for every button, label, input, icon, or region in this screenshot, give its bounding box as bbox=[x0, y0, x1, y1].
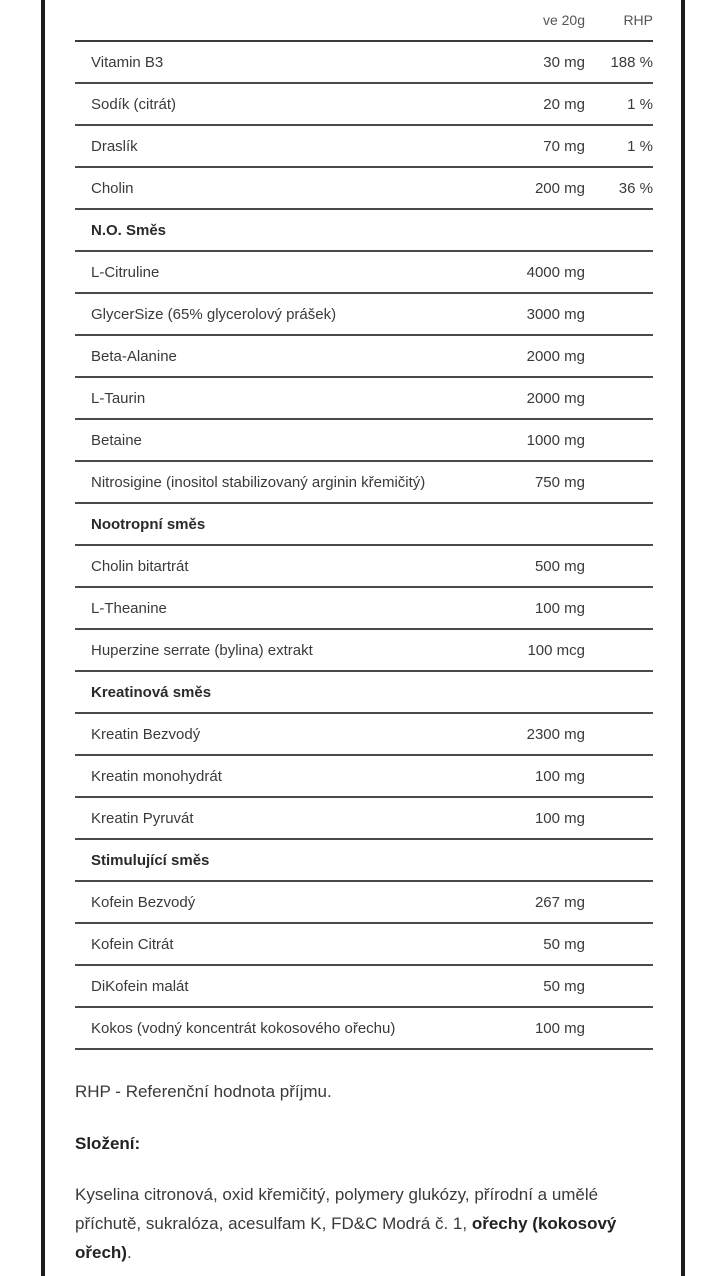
ingredient-rhp: 188 % bbox=[585, 41, 653, 83]
ingredient-amount: 100 mg bbox=[475, 797, 585, 839]
ingredient-name: Kreatin Pyruvát bbox=[75, 797, 475, 839]
ingredient-rhp bbox=[585, 587, 653, 629]
ingredient-rhp bbox=[585, 209, 653, 251]
ingredient-rhp bbox=[585, 797, 653, 839]
ingredient-rhp bbox=[585, 293, 653, 335]
ingredient-amount: 100 mg bbox=[475, 587, 585, 629]
ingredient-amount: 2300 mg bbox=[475, 713, 585, 755]
ingredient-name: Stimulující směs bbox=[75, 839, 475, 881]
ingredient-name: Vitamin B3 bbox=[75, 41, 475, 83]
composition-text bbox=[75, 1180, 665, 1267]
table-row bbox=[75, 419, 653, 461]
ingredient-rhp bbox=[585, 419, 653, 461]
ingredient-amount bbox=[475, 671, 585, 713]
ingredient-rhp bbox=[585, 965, 653, 1007]
ingredient-rhp bbox=[585, 377, 653, 419]
table-row bbox=[75, 461, 653, 503]
ingredient-name: Kreatinová směs bbox=[75, 671, 475, 713]
table-row bbox=[75, 293, 653, 335]
table-row bbox=[75, 335, 653, 377]
ingredient-rhp: 36 % bbox=[585, 167, 653, 209]
ingredient-name: Huperzine serrate (bylina) extrakt bbox=[75, 629, 475, 671]
ingredient-name: Nitrosigine (inositol stabilizovaný arginin křemičitý) bbox=[75, 461, 475, 503]
ingredient-amount: 267 mg bbox=[475, 881, 585, 923]
ingredient-rhp bbox=[585, 545, 653, 587]
ingredient-name: Kofein Citrát bbox=[75, 923, 475, 965]
ingredient-amount: 100 mcg bbox=[475, 629, 585, 671]
table-row bbox=[75, 755, 653, 797]
ingredient-name: DiKofein malát bbox=[75, 965, 475, 1007]
table-row bbox=[75, 545, 653, 587]
ingredient-amount: 100 mg bbox=[475, 755, 585, 797]
ingredient-amount: 50 mg bbox=[475, 923, 585, 965]
composition-end: . bbox=[126, 1243, 132, 1262]
header-name bbox=[75, 0, 475, 41]
ingredient-name: Kokos (vodný koncentrát kokosového ořechu) bbox=[75, 1007, 475, 1049]
ingredient-amount bbox=[475, 503, 585, 545]
ingredient-name: L-Citruline bbox=[75, 251, 475, 293]
ingredient-name: L-Taurin bbox=[75, 377, 475, 419]
table-row bbox=[75, 923, 653, 965]
header-rhp: RHP bbox=[585, 0, 653, 41]
section-header-row bbox=[75, 209, 653, 251]
composition-title: Složení: bbox=[75, 1134, 141, 1153]
section-header-row bbox=[75, 503, 653, 545]
nutrition-table bbox=[75, 0, 653, 1050]
ingredient-amount: 2000 mg bbox=[475, 335, 585, 377]
ingredient-amount bbox=[475, 839, 585, 881]
ingredient-name: Betaine bbox=[75, 419, 475, 461]
table-row bbox=[75, 629, 653, 671]
ingredient-rhp: 1 % bbox=[585, 83, 653, 125]
ingredient-amount: 4000 mg bbox=[475, 251, 585, 293]
ingredient-amount: 70 mg bbox=[475, 125, 585, 167]
left-border-line bbox=[41, 0, 45, 1276]
ingredient-rhp bbox=[585, 335, 653, 377]
table-row bbox=[75, 377, 653, 419]
ingredient-name: Nootropní směs bbox=[75, 503, 475, 545]
ingredient-rhp bbox=[585, 881, 653, 923]
table-row bbox=[75, 797, 653, 839]
ingredient-rhp bbox=[585, 755, 653, 797]
ingredient-rhp bbox=[585, 251, 653, 293]
section-header-row bbox=[75, 839, 653, 881]
table-row bbox=[75, 1007, 653, 1049]
ingredient-amount: 500 mg bbox=[475, 545, 585, 587]
ingredient-rhp bbox=[585, 671, 653, 713]
ingredient-name: Cholin bbox=[75, 167, 475, 209]
table-row bbox=[75, 965, 653, 1007]
ingredient-amount: 20 mg bbox=[475, 83, 585, 125]
ingredient-name: Sodík (citrát) bbox=[75, 83, 475, 125]
table-row bbox=[75, 83, 653, 125]
table-row bbox=[75, 125, 653, 167]
ingredient-amount: 3000 mg bbox=[475, 293, 585, 335]
ingredient-name: Draslík bbox=[75, 125, 475, 167]
right-border-line bbox=[681, 0, 685, 1276]
ingredient-name: N.O. Směs bbox=[75, 209, 475, 251]
table-header-row bbox=[75, 0, 653, 41]
ingredient-name: Beta-Alanine bbox=[75, 335, 475, 377]
ingredient-rhp: 1 % bbox=[585, 125, 653, 167]
table-row bbox=[75, 251, 653, 293]
header-amount: ve 20g bbox=[475, 0, 585, 41]
ingredient-rhp bbox=[585, 1007, 653, 1049]
table-row bbox=[75, 713, 653, 755]
ingredient-amount: 50 mg bbox=[475, 965, 585, 1007]
table-row bbox=[75, 881, 653, 923]
ingredient-rhp bbox=[585, 503, 653, 545]
ingredient-rhp bbox=[585, 923, 653, 965]
ingredient-rhp bbox=[585, 713, 653, 755]
ingredient-rhp bbox=[585, 629, 653, 671]
ingredient-amount: 2000 mg bbox=[475, 377, 585, 419]
ingredient-name: L-Theanine bbox=[75, 587, 475, 629]
table-row bbox=[75, 167, 653, 209]
table-row bbox=[75, 41, 653, 83]
ingredient-name: Kreatin Bezvodý bbox=[75, 713, 475, 755]
ingredient-name: Cholin bitartrát bbox=[75, 545, 475, 587]
ingredient-rhp bbox=[585, 839, 653, 881]
section-header-row bbox=[75, 671, 653, 713]
nutrition-table-container bbox=[75, 0, 653, 1050]
rhp-note: RHP - Referenční hodnota příjmu. bbox=[75, 1082, 332, 1101]
table-row bbox=[75, 587, 653, 629]
ingredient-amount: 200 mg bbox=[475, 167, 585, 209]
ingredient-amount: 100 mg bbox=[475, 1007, 585, 1049]
composition-ingredients: Kyselina citronová, oxid křemičitý, polymery glukózy, přírodní a umělé příchutě, sukralóza, acesulfam K, FD&C Modrá č. 1, bbox=[75, 1185, 599, 1233]
ingredient-amount: 30 mg bbox=[475, 41, 585, 83]
ingredient-name: Kreatin monohydrát bbox=[75, 755, 475, 797]
ingredient-amount: 1000 mg bbox=[475, 419, 585, 461]
ingredient-name: Kofein Bezvodý bbox=[75, 881, 475, 923]
composition-allergen: ořechy (kokosový ořech) bbox=[75, 1214, 617, 1262]
ingredient-amount: 750 mg bbox=[475, 461, 585, 503]
ingredient-amount bbox=[475, 209, 585, 251]
ingredient-name: GlycerSize (65% glycerolový prášek) bbox=[75, 293, 475, 335]
ingredient-rhp bbox=[585, 461, 653, 503]
